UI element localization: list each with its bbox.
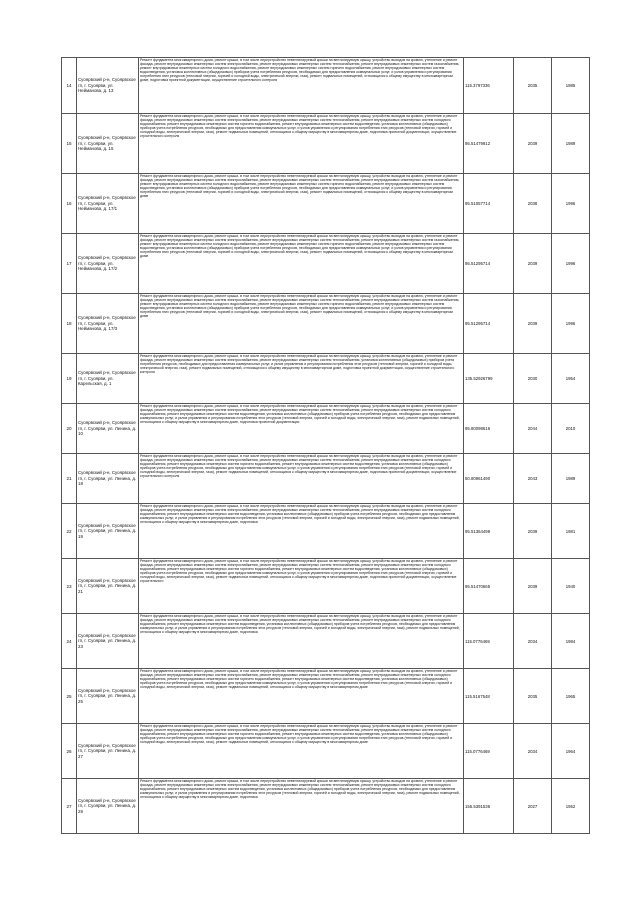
capital-repair-table	[61, 57, 590, 834]
build-year-cell	[552, 114, 590, 174]
table-row	[62, 234, 590, 294]
cost-value-cell	[464, 504, 514, 559]
planned-year-cell	[514, 114, 552, 174]
row-number-cell-text: 27	[66, 803, 72, 809]
build-year-cell-text: 1984	[565, 638, 576, 644]
build-year-cell	[552, 779, 590, 834]
planned-year-cell-text: 2043	[527, 476, 538, 481]
row-number-cell	[62, 58, 77, 114]
row-number-cell-text: 26	[66, 748, 72, 754]
cost-value-cell	[464, 114, 514, 174]
address-cell-text: Суоярвский р-н, Суоярвское гп, г. Суоярви, ул. Ленина, д. 18	[78, 470, 137, 487]
planned-year-cell-text: 2039	[527, 583, 538, 589]
planned-year-cell-text: 2039	[527, 528, 538, 534]
cost-value-cell-text: 95.51479912	[465, 141, 491, 146]
repair-works-cell-text: Ремонт фундамента многоквартирного дома, ремонт крыши, в том числе переустройство невентилируемой крыши на вентилируемую крышу, устройство выходов на кровлю, утепление и ремонт фасада, ремонт внутридомовых инженерных систем электроснабжения, ремонт внутридомовых инженерных систем теплоснабжения, установка коллективных (общедомовых) приборов учета потребления ресурсов, необходимых для предоставления коммунальных услуг, и узлов управления и регулирования потребления этих ресурсов (тепловой энергии, горячей и холодной воды, электрической энергии, газа), ремонт подвальных помещений, относящихся к общему имуществу в многоквартирном доме, подготовка проектной документации, осуществление строительного контроля	[140, 354, 458, 374]
planned-year-cell	[514, 669, 552, 724]
table-row	[62, 504, 590, 559]
cost-value-cell-text: 155.5391536	[465, 803, 491, 809]
build-year-cell-text: 1954	[565, 376, 576, 381]
cost-value-cell	[464, 58, 514, 114]
row-number-cell	[62, 354, 77, 404]
cost-value-cell-text: 95.51295714	[465, 321, 491, 326]
planned-year-cell-text: 2030	[527, 376, 538, 381]
repair-works-cell-text: Ремонт фундамента многоквартирного дома, ремонт крыши, в том числе переустройство невентилируемой крыши на вентилируемую крышу, устройство выходов на кровлю, утепление и ремонт фасада, ремонт внутридомовых инженерных систем электроснабжения, ремонт внутридомовых инженерных систем теплоснабжения, ремонт внутридомовых инженерных систем холодного водоснабжения, ремонт внутридомовых инженерных систем горячего водоснабжения, ремонт внутридомовых инженерных систем водоотведения, установка коллективных (общедомовых) приборов учета потребления ресурсов, необходимых для предоставления коммунальных услуг, и узлов управления и регулирования потребления этих ресурсов (тепловой энергии, горячей и холодной воды, электрической энергии, газа), ремонт подвальных помещений, относящихся к общему имуществу в многоквартирном доме, подготовка проектной документации, осуществление строительного контроля	[140, 114, 458, 138]
address-cell-text: Суоярвский р-н, Суоярвское гп, г. Суоярви, ул. Карельская, д. 1	[78, 370, 136, 387]
repair-works-cell	[139, 504, 464, 559]
cost-value-cell-text: 95.80098616	[465, 426, 491, 431]
build-year-cell	[552, 174, 590, 234]
address-cell	[77, 354, 139, 404]
build-year-cell	[552, 354, 590, 404]
table-row	[62, 669, 590, 724]
build-year-cell-text: 1996	[565, 201, 576, 206]
build-year-cell	[552, 614, 590, 669]
build-year-cell	[552, 504, 590, 559]
repair-works-cell	[139, 174, 464, 234]
build-year-cell-text: 1989	[565, 141, 576, 146]
cost-value-cell-text: 95.51295714	[465, 261, 491, 266]
build-year-cell-text: 1965	[565, 693, 576, 699]
planned-year-cell-text: 2034	[527, 748, 538, 754]
repair-works-cell	[139, 58, 464, 114]
address-cell-text: Суоярвский р-н, Суоярвское гп, г. Суоярви, ул. Нейманова, д. 13	[78, 77, 136, 94]
build-year-cell	[552, 559, 590, 614]
planned-year-cell-text: 2035	[527, 83, 538, 88]
cost-value-cell-text: 50.80961490	[465, 476, 491, 481]
address-cell-text: Суоярвский р-н, Суоярвское гп, г. Суоярви, ул. Ленина, д. 21	[78, 577, 137, 594]
row-number-cell	[62, 454, 77, 504]
planned-year-cell	[514, 559, 552, 614]
build-year-cell-text: 1996	[565, 261, 576, 266]
cost-value-cell-text: 95.51057714	[465, 201, 491, 206]
cost-value-cell	[464, 404, 514, 454]
cost-value-cell-text: 95.51470665	[465, 583, 491, 589]
repair-works-cell	[139, 404, 464, 454]
cost-value-cell	[464, 724, 514, 779]
repair-works-cell-text: Ремонт фундамента многоквартирного дома, ремонт крыши, в том числе переустройство невентилируемой крыши на вентилируемую крышу, устройство выходов на кровлю, утепление и ремонт фасада, ремонт внутридомовых инженерных систем электроснабжения, ремонт внутридомовых инженерных систем теплоснабжения, ремонт внутридомовых инженерных систем холодного водоснабжения, ремонт внутридомовых инженерных систем горячего водоснабжения, ремонт внутридомовых инженерных систем водоотведения, установка коллективных (общедомовых) приборов учета потребления ресурсов, необходимых для предоставления коммунальных услуг, и узлов управления и регулирования потребления этих ресурсов (тепловой энергии, горячей и холодной воды, электрической энергии, газа), ремонт подвальных помещений, относящихся к общему имуществу в многоквартирном доме	[140, 669, 458, 689]
row-number-cell-text: 25	[66, 693, 72, 699]
row-number-cell-text: 15	[66, 141, 72, 146]
table-row	[62, 114, 590, 174]
table-row	[62, 559, 590, 614]
address-cell	[77, 294, 139, 354]
address-cell	[77, 669, 139, 724]
row-number-cell-text: 20	[66, 426, 72, 431]
planned-year-cell-text: 2027	[527, 803, 538, 809]
build-year-cell-text: 1989	[565, 476, 576, 481]
planned-year-cell	[514, 294, 552, 354]
row-number-cell	[62, 114, 77, 174]
planned-year-cell	[514, 454, 552, 504]
repair-works-cell	[139, 724, 464, 779]
table-row	[62, 58, 590, 114]
table-row	[62, 294, 590, 354]
address-cell	[77, 58, 139, 114]
address-cell	[77, 114, 139, 174]
cost-value-cell	[464, 614, 514, 669]
address-cell	[77, 559, 139, 614]
repair-works-cell-text: Ремонт фундамента многоквартирного дома, ремонт крыши, в том числе переустройство невентилируемой крыши на вентилируемую крышу, устройство выходов на кровлю, утепление и ремонт фасада, ремонт внутридомовых инженерных систем электроснабжения, ремонт внутридомовых инженерных систем теплоснабжения, ремонт внутридомовых инженерных систем газоснабжения, ремонт внутридомовых инженерных систем холодного водоснабжения, ремонт внутридомовых инженерных систем горячего водоснабжения, ремонт внутридомовых инженерных систем водоотведения, установка коллективных (общедомовых) приборов учета потребления ресурсов, необходимых для предоставления коммунальных услуг, и узлов управления и регулирования потребления этих ресурсов (тепловой энергии, горячей и холодной воды, электрической энергии, газа), ремонт подвальных помещений, относящихся к общему имуществу в многоквартирном доме	[140, 234, 460, 258]
row-number-cell-text: 24	[66, 638, 72, 644]
address-cell-text: Суоярвский р-н, Суоярвское гп, г. Суоярви, ул. Нейманова, д. 17/2	[78, 255, 136, 272]
row-number-cell	[62, 294, 77, 354]
build-year-cell-text: 1952	[565, 803, 576, 809]
repair-works-cell-text: Ремонт фундамента многоквартирного дома, ремонт крыши, в том числе переустройство невентилируемой крыши на вентилируемую крышу, устройство выходов на кровлю, утепление и ремонт фасада, ремонт внутридомовых инженерных систем электроснабжения, ремонт внутридомовых инженерных систем теплоснабжения, ремонт внутридомовых инженерных систем холодного водоснабжения, ремонт внутридомовых инженерных систем водоотведения, установка коллективных (общедомовых) приборов учета потребления ресурсов, необходимых для предоставления коммунальных услуг, и узлов управления и регулирования потребления этих ресурсов (тепловой энергии, горячей и холодной воды, электрической энергии, газа), ремонт подвальных помещений, относящихся к общему имуществу в многоквартирном доме, подготовка	[140, 504, 460, 524]
repair-works-cell	[139, 779, 464, 834]
planned-year-cell	[514, 724, 552, 779]
address-cell	[77, 614, 139, 669]
build-year-cell-text: 2010	[565, 426, 576, 431]
build-year-cell-text: 1964	[565, 748, 576, 754]
row-number-cell	[62, 614, 77, 669]
planned-year-cell	[514, 234, 552, 294]
repair-works-cell-text: Ремонт фундамента многоквартирного дома, ремонт крыши, в том числе переустройство невентилируемой крыши на вентилируемую крышу, устройство выходов на кровлю, утепление и ремонт фасада, ремонт внутридомовых инженерных систем электроснабжения, ремонт внутридомовых инженерных систем теплоснабжения, ремонт внутридомовых инженерных систем газоснабжения, ремонт внутридомовых инженерных систем холодного водоснабжения, ремонт внутридомовых инженерных систем горячего водоснабжения, ремонт внутридомовых инженерных систем водоотведения, установка коллективных (общедомовых) приборов учета потребления ресурсов, необходимых для предоставления коммунальных услуг, и узлов управления и регулирования потребления этих ресурсов (тепловой энергии, горячей и холодной воды, электрической энергии, газа), ремонт подвальных помещений, относящихся к общему имуществу в многоквартирном доме	[140, 294, 460, 318]
build-year-cell	[552, 669, 590, 724]
cost-value-cell-text: 95.51364499	[465, 528, 491, 534]
repair-works-cell-text: Ремонт фундамента многоквартирного дома, ремонт крыши, в том числе переустройство невентилируемой крыши на вентилируемую крышу, устройство выходов на кровлю, утепление и ремонт фасада, ремонт внутридомовых инженерных систем электроснабжения, ремонт внутридомовых инженерных систем теплоснабжения, ремонт внутридомовых инженерных систем холодного водоснабжения, ремонт внутридомовых инженерных систем водоотведения, установка коллективных (общедомовых) приборов учета потребления ресурсов, необходимых для предоставления коммунальных услуг, и узлов управления и регулирования потребления этих ресурсов (тепловой энергии, горячей и холодной воды, электрической энергии, газа), ремонт подвальных помещений, относящихся к общему имуществу в многоквартирном доме, подготовка проектной документации	[140, 404, 460, 424]
address-cell-text: Суоярвский р-н, Суоярвское гп, г. Суоярви, ул. Ленина, д. 25	[78, 687, 137, 704]
address-cell-text: Суоярвский р-н, Суоярвское гп, г. Суоярви, ул. Ленина, д. 23	[78, 632, 137, 649]
planned-year-cell-text: 2038	[527, 201, 538, 206]
repair-works-cell	[139, 669, 464, 724]
row-number-cell-text: 19	[66, 376, 72, 381]
table-row	[62, 614, 590, 669]
cost-value-cell	[464, 234, 514, 294]
row-number-cell	[62, 234, 77, 294]
cost-value-cell	[464, 669, 514, 724]
repair-works-cell-text: Ремонт фундамента многоквартирного дома, ремонт крыши, в том числе переустройство невентилируемой крыши на вентилируемую крышу, устройство выходов на кровлю, утепление и ремонт фасада, ремонт внутридомовых инженерных систем электроснабжения, ремонт внутридомовых инженерных систем теплоснабжения, ремонт внутридомовых инженерных систем холодного водоснабжения, ремонт внутридомовых инженерных систем водоотведения, установка коллективных (общедомовых) приборов учета потребления ресурсов, необходимых для предоставления коммунальных услуг, и узлов управления и регулирования потребления этих ресурсов (тепловой энергии, горячей и холодной воды, электрической энергии, газа), ремонт подвальных помещений, относящихся к общему имуществу в многоквартирном доме, подготовка	[140, 614, 460, 634]
build-year-cell-text: 1985	[565, 83, 576, 88]
cost-value-cell-text: 115.5167548	[465, 693, 490, 699]
cost-value-cell-text: 115.3797336	[465, 83, 490, 88]
cost-value-cell	[464, 559, 514, 614]
planned-year-cell-text: 2034	[527, 638, 538, 644]
repair-works-cell	[139, 114, 464, 174]
cost-value-cell	[464, 354, 514, 404]
planned-year-cell	[514, 404, 552, 454]
planned-year-cell	[514, 504, 552, 559]
build-year-cell-text: 1981	[565, 528, 576, 534]
build-year-cell	[552, 404, 590, 454]
repair-works-cell	[139, 294, 464, 354]
planned-year-cell	[514, 779, 552, 834]
planned-year-cell-text: 2039	[527, 141, 538, 146]
repair-works-cell-text: Ремонт фундамента многоквартирного дома, ремонт крыши, в том числе переустройство невентилируемой крыши на вентилируемую крышу, устройство выходов на кровлю, утепление и ремонт фасада, ремонт внутридомовых инженерных систем электроснабжения, ремонт внутридомовых инженерных систем теплоснабжения, ремонт внутридомовых инженерных систем холодного водоснабжения, ремонт внутридомовых инженерных систем горячего водоснабжения, ремонт внутридомовых инженерных систем водоотведения, установка коллективных (общедомовых) приборов учета потребления ресурсов, необходимых для предоставления коммунальных услуг, и узлов управления и регулирования потребления этих ресурсов (тепловой энергии, горячей и холодной воды, электрической энергии, газа), ремонт подвальных помещений, относящихся к общему имуществу в многоквартирном доме, подготовка проектной документации, осуществление строительного	[140, 559, 458, 583]
row-number-cell-text: 21	[66, 476, 72, 481]
build-year-cell-text: 1940	[565, 583, 576, 589]
cost-value-cell-text: 115.0776469	[465, 748, 490, 754]
address-cell-text: Суоярвский р-н, Суоярвское гп, г. Суоярви, ул. Ленина, д. 27	[78, 742, 137, 759]
row-number-cell-text: 18	[66, 321, 72, 326]
repair-works-cell-text: Ремонт фундамента многоквартирного дома, ремонт крыши, в том числе переустройство невентилируемой крыши на вентилируемую крышу, устройство выходов на кровлю, утепление и ремонт фасада, ремонт внутридомовых инженерных систем электроснабжения, ремонт внутридомовых инженерных систем теплоснабжения, ремонт внутридомовых инженерных систем холодного водоснабжения, ремонт внутридомовых инженерных систем водоотведения, установка коллективных (общедомовых) приборов учета потребления ресурсов, необходимых для предоставления коммунальных услуг, и узлов управления и регулирования потребления этих ресурсов (тепловой энергии, горячей и холодной воды, электрической энергии, газа), ремонт подвальных помещений, относящихся к общему имуществу в многоквартирном доме, подготовка	[140, 779, 460, 799]
address-cell-text: Суоярвский р-н, Суоярвское гп, г. Суоярви, ул. Нейманова, д. 17/3	[78, 315, 136, 332]
table-body	[62, 58, 590, 834]
row-number-cell-text: 23	[66, 583, 72, 589]
planned-year-cell	[514, 174, 552, 234]
row-number-cell	[62, 779, 77, 834]
build-year-cell	[552, 294, 590, 354]
repair-works-cell-text: Ремонт фундамента многоквартирного дома, ремонт крыши, в том числе переустройство невентилируемой крыши на вентилируемую крышу, устройство выходов на кровлю, утепление и ремонт фасада, ремонт внутридомовых инженерных систем электроснабжения, ремонт внутридомовых инженерных систем теплоснабжения, ремонт внутридомовых инженерных систем холодного водоснабжения, ремонт внутридомовых инженерных систем горячего водоснабжения, ремонт внутридомовых инженерных систем водоотведения, установка коллективных (общедомовых) приборов учета потребления ресурсов, необходимых для предоставления коммунальных услуг, и узлов управления и регулирования потребления этих ресурсов (тепловой энергии, горячей и холодной воды, электрической энергии, газа), ремонт подвальных помещений, относящихся к общему имуществу в многоквартирном доме	[140, 724, 458, 744]
table-row	[62, 724, 590, 779]
address-cell	[77, 724, 139, 779]
planned-year-cell-text: 2035	[527, 693, 538, 699]
repair-works-cell	[139, 614, 464, 669]
table-row	[62, 454, 590, 504]
row-number-cell	[62, 669, 77, 724]
build-year-cell	[552, 58, 590, 114]
row-number-cell-text: 14	[66, 83, 72, 88]
row-number-cell	[62, 404, 77, 454]
cost-value-cell-text: 135.52926799	[465, 376, 493, 381]
planned-year-cell-text: 2039	[527, 321, 538, 326]
address-cell-text: Суоярвский р-н, Суоярвское гп, г. Суоярви, ул. Нейманова, д. 17/1	[78, 195, 136, 212]
address-cell	[77, 234, 139, 294]
row-number-cell-text: 16	[66, 201, 72, 206]
table-row	[62, 174, 590, 234]
row-number-cell	[62, 174, 77, 234]
repair-works-cell	[139, 454, 464, 504]
row-number-cell-text: 22	[66, 528, 72, 534]
build-year-cell	[552, 724, 590, 779]
cost-value-cell	[464, 454, 514, 504]
repair-works-cell	[139, 354, 464, 404]
planned-year-cell	[514, 354, 552, 404]
cost-value-cell-text: 115.0776469	[465, 638, 490, 644]
row-number-cell	[62, 504, 77, 559]
address-cell-text: Суоярвский р-н, Суоярвское гп, г. Суоярви, ул. Ленина, д. 10	[78, 420, 137, 437]
address-cell	[77, 174, 139, 234]
planned-year-cell	[514, 58, 552, 114]
table-row	[62, 779, 590, 834]
build-year-cell	[552, 234, 590, 294]
address-cell-text: Суоярвский р-н, Суоярвское гп, г. Суоярви, ул. Ленина, д. 29	[78, 797, 137, 814]
planned-year-cell-text: 2044	[527, 426, 538, 431]
row-number-cell	[62, 559, 77, 614]
planned-year-cell	[514, 614, 552, 669]
address-cell-text: Суоярвский р-н, Суоярвское гп, г. Суоярви, ул. Ленина, д. 19	[78, 522, 137, 539]
repair-works-cell-text: Ремонт фундамента многоквартирного дома, ремонт крыши, в том числе переустройство невентилируемой крыши на вентилируемую крышу, устройство выходов на кровлю, утепление и ремонт фасада, ремонт внутридомовых инженерных систем электроснабжения, ремонт внутридомовых инженерных систем теплоснабжения, ремонт внутридомовых инженерных систем газоснабжения, ремонт внутридомовых инженерных систем холодного водоснабжения, ремонт внутридомовых инженерных систем горячего водоснабжения, ремонт внутридомовых инженерных систем водоотведения, установка коллективных (общедомовых) приборов учета потребления ресурсов, необходимых для предоставления коммунальных услуг, и узлов управления и регулирования потребления этих ресурсов (тепловой энергии, горячей и холодной воды, электрической энергии, газа), ремонт подвальных помещений, относящихся к общему имуществу в многоквартирном доме	[140, 174, 460, 198]
cost-value-cell	[464, 779, 514, 834]
repair-works-cell	[139, 234, 464, 294]
address-cell	[77, 404, 139, 454]
row-number-cell	[62, 724, 77, 779]
address-cell-text: Суоярвский р-н, Суоярвское гп, г. Суоярви, ул. Нейманова, д. 15	[78, 135, 136, 152]
build-year-cell-text: 1996	[565, 321, 576, 326]
build-year-cell	[552, 454, 590, 504]
table-row	[62, 354, 590, 404]
address-cell	[77, 779, 139, 834]
row-number-cell-text: 17	[66, 261, 72, 266]
cost-value-cell	[464, 174, 514, 234]
address-cell	[77, 454, 139, 504]
planned-year-cell-text: 2039	[527, 261, 538, 266]
repair-works-cell-text: Ремонт фундамента многоквартирного дома, ремонт крыши, в том числе переустройство невентилируемой крыши на вентилируемую крышу, устройство выходов на кровлю, утепление и ремонт фасада, ремонт внутридомовых инженерных систем электроснабжения, ремонт внутридомовых инженерных систем теплоснабжения, ремонт внутридомовых инженерных систем газоснабжения, ремонт внутридомовых инженерных систем холодного водоснабжения, ремонт внутридомовых инженерных систем горячего водоснабжения, ремонт внутридомовых инженерных систем водоотведения, установка коллективных (общедомовых) приборов учета потребления ресурсов, необходимых для предоставления коммунальных услуг, и узлов управления и регулирования потребления этих ресурсов (тепловой энергии, горячей и холодной воды, электрической энергии, газа), ремонт подвальных помещений, относящихся к общему имуществу в многоквартирном доме, подготовка проектной документации, осуществление строительного контроля	[140, 58, 460, 82]
repair-works-cell	[139, 559, 464, 614]
table-row	[62, 404, 590, 454]
repair-works-cell-text: Ремонт фундамента многоквартирного дома, ремонт крыши, в том числе переустройство невентилируемой крыши на вентилируемую крышу, устройство выходов на кровлю, утепление и ремонт фасада, ремонт внутридомовых инженерных систем электроснабжения, ремонт внутридомовых инженерных систем теплоснабжения, ремонт внутридомовых инженерных систем холодного водоснабжения, ремонт внутридомовых инженерных систем горячего водоснабжения, ремонт внутридомовых инженерных систем водоотведения, установка коллективных (общедомовых) приборов учета потребления ресурсов, необходимых для предоставления коммунальных услуг, и узлов управления и регулирования потребления этих ресурсов (тепловой энергии, горячей и холодной воды, электрической энергии, газа), ремонт подвальных помещений, относящихся к общему имуществу в многоквартирном доме, подготовка проектной документации, осуществление строительного контроля	[140, 454, 458, 478]
cost-value-cell	[464, 294, 514, 354]
address-cell	[77, 504, 139, 559]
